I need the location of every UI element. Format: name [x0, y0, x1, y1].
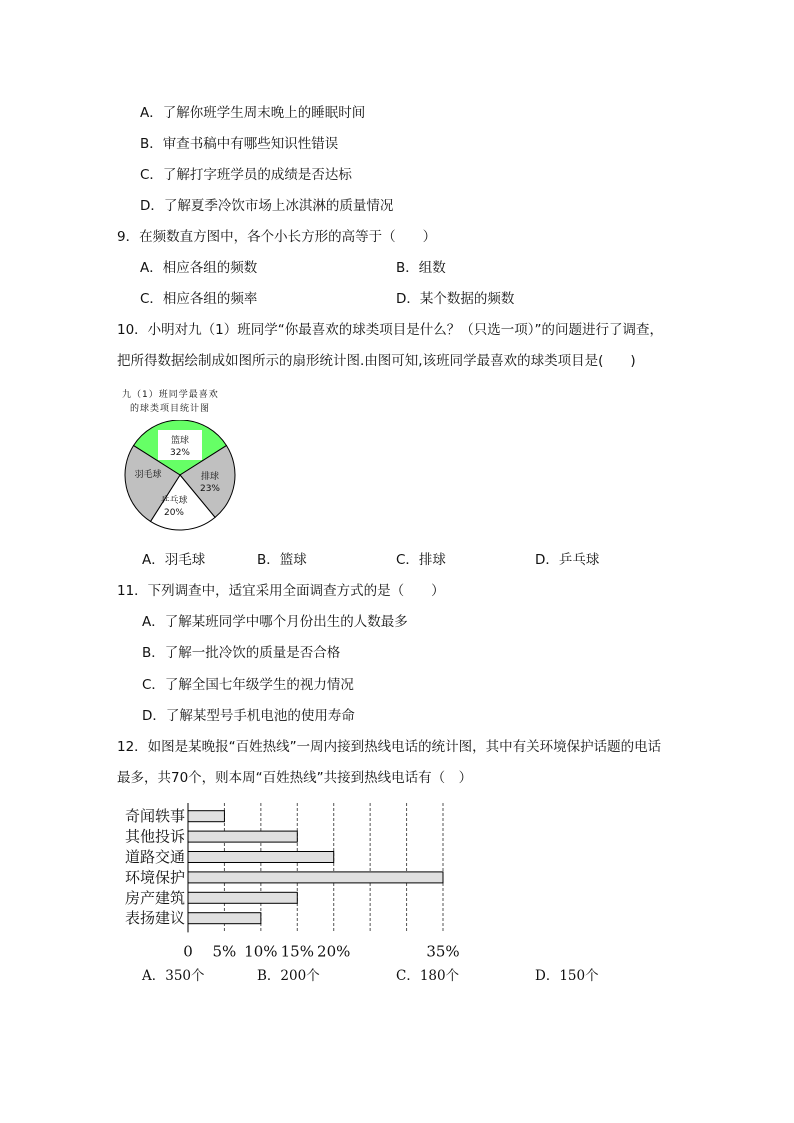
q8-option-a: A．了解你班学生周末晚上的睡眠时间 [140, 105, 366, 121]
bar-4 [188, 892, 297, 903]
q8-option-b: B．审查书稿中有哪些知识性错误 [140, 136, 339, 152]
bar-x-tick-label-5: 35% [426, 942, 460, 961]
bar-3 [188, 872, 443, 883]
bar-5 [188, 913, 261, 924]
bar-0 [188, 811, 224, 822]
pie-chart-title-line2: 的球类项目统计图 [130, 404, 211, 414]
bar-category-label-3: 环境保护 [124, 868, 185, 887]
q11-option-b: B．了解一批冷饮的质量是否合格 [142, 645, 341, 661]
pie-slice-label-1: 排球 [200, 472, 220, 482]
q10-option-b: B．篮球 [257, 552, 307, 568]
bar-x-tick-label-0: 0 [183, 942, 193, 961]
pie-slice-label-0: 篮球 [170, 436, 190, 446]
bar-1 [188, 831, 297, 842]
q12-stem-line2: 最多，共70个，则本周“百姓热线”共接到热线电话有（ ） [117, 770, 473, 786]
pie-slice-label-3: 羽毛球 [134, 470, 162, 480]
q9-option-d: D．某个数据的频数 [396, 291, 515, 307]
q12-option-d: D．150个 [535, 968, 599, 984]
bar-category-label-4: 房产建筑 [124, 888, 185, 907]
q11-option-d: D．了解某型号手机电池的使用寿命 [142, 708, 355, 724]
pie-slice-value-2: 20% [163, 508, 185, 518]
pie-chart [118, 420, 242, 532]
q9-option-a: A．相应各组的频数 [140, 260, 258, 276]
q11-option-a: A．了解某班同学中哪个月份出生的人数最多 [142, 614, 408, 630]
pie-slice-value-1: 23% [199, 484, 221, 494]
bar-category-label-5: 表扬建议 [124, 909, 185, 928]
bar-x-tick-label-3: 15% [280, 942, 314, 961]
q10-option-a: A．羽毛球 [142, 552, 206, 568]
q12-stem-line1: 12．如图是某晚报“百姓热线”一周内接到热线电话的统计图，其中有关环境保护话题的电话 [117, 739, 662, 755]
pie-slice-label-2: 乒乓球 [160, 496, 188, 506]
bar-category-label-0: 奇闻轶事 [124, 807, 185, 826]
q8-option-c: C．了解打字班学员的成绩是否达标 [140, 167, 352, 183]
bar-category-label-1: 其他投诉 [124, 827, 185, 846]
bar-x-tick-label-4: 20% [317, 942, 351, 961]
bar-x-tick-label-2: 10% [244, 942, 278, 961]
q10-stem-line2: 把所得数据绘制成如图所示的扇形统计图.由图可知,该班同学最喜欢的球类项目是( ) [117, 353, 636, 369]
q12-option-a: A．350个 [142, 968, 205, 984]
q10-option-d: D．乒乓球 [535, 552, 600, 568]
q9-option-c: C．相应各组的频率 [140, 291, 258, 307]
bar-chart [115, 803, 475, 963]
q10-stem-line1: 10．小明对九（1）班同学“你最喜欢的球类项目是什么？（只选一项）”的问题进行了调查， [117, 322, 664, 338]
q9-stem: 9．在频数直方图中，各个小长方形的高等于（ ） [117, 229, 437, 245]
q10-option-c: C．排球 [396, 552, 446, 568]
bar-2 [188, 852, 334, 863]
q12-option-b: B．200个 [257, 968, 320, 984]
bar-x-tick-label-1: 5% [212, 942, 237, 961]
pie-slice-value-0: 32% [169, 448, 191, 458]
q9-option-b: B．组数 [396, 260, 446, 276]
bar-category-label-2: 道路交通 [124, 848, 185, 866]
q11-option-c: C．了解全国七年级学生的视力情况 [142, 677, 354, 693]
q8-option-d: D．了解夏季冷饮市场上冰淇淋的质量情况 [140, 198, 394, 214]
q11-stem: 11．下列调查中，适宜采用全面调查方式的是（ ） [117, 583, 445, 599]
pie-chart-title-line1: 九（1）班同学最喜欢 [122, 390, 219, 400]
q12-option-c: C．180个 [396, 968, 460, 984]
